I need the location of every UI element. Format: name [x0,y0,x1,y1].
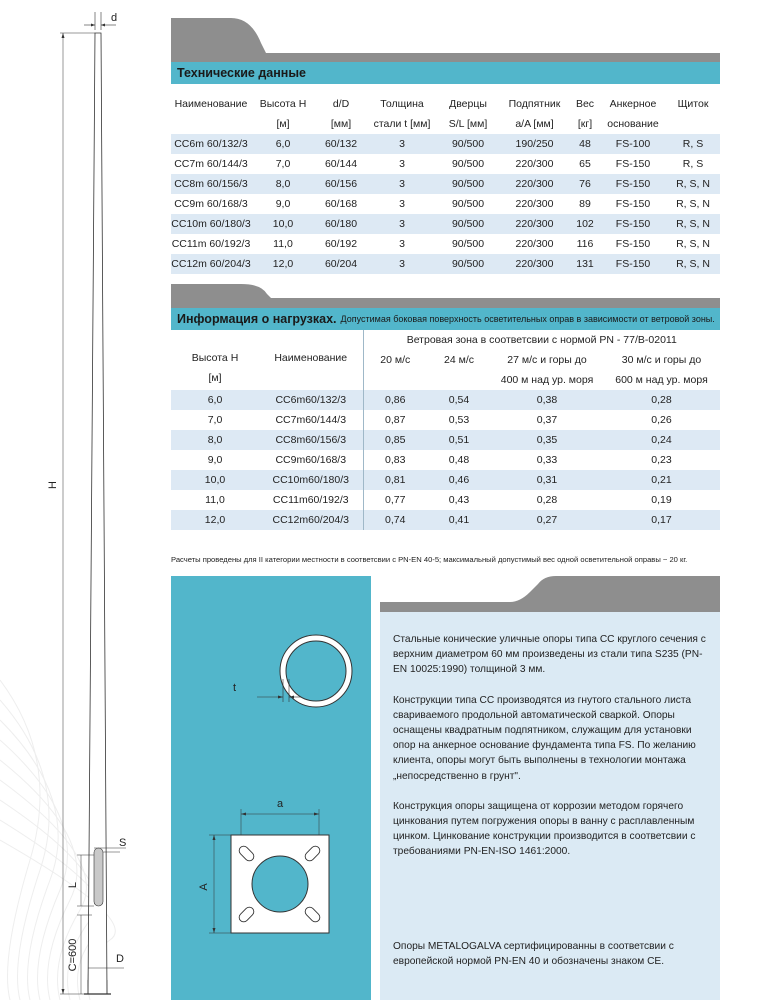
table-cell: 116 [576,238,594,250]
table-cell: CC12m 60/204/3 [171,254,251,274]
table-cell: 0,83 [363,450,427,470]
tech-col-header: Наименование [174,98,248,110]
table-cell: FS-150 [600,254,666,274]
table-cell: 220/300 [515,198,554,210]
table-cell: R, S, N [666,214,720,234]
table-cell: CC6m60/132/3 [259,390,363,410]
table-cell: 60/144 [324,158,358,170]
description-paragraph-3: Конструкция опоры защищена от коррозии методом горячего цинкования путем погружения опоры в ванну с расплавленным цинком. Цинкование конструкции производится в соответсвии с требованиями PN-EN-ISO 1461:2000. [393,800,696,858]
table-cell: 0,43 [448,494,470,506]
table-cell: 10,0 [171,470,259,490]
tech-title: Технические данные [177,66,306,80]
dim-L: L [67,881,79,889]
table-cell: 3 [399,198,405,210]
tech-header-row [171,92,720,134]
table-cell: 0,28 [536,494,558,506]
table-row [171,410,720,430]
description-panel [380,576,720,1000]
table-cell: R, S [682,158,704,170]
table-cell: 0,41 [427,510,491,530]
tech-table [171,92,720,274]
load-zone-col: 24 м/с [444,354,474,366]
table-cell: 0,19 [651,494,672,506]
table-cell: 7,0 [275,158,291,170]
dim-H: H [47,481,59,489]
table-cell: 220/300 [499,214,570,234]
load-col-height: Высота Н [м] [191,352,239,384]
load-title: Информация о нагрузках. [177,312,337,326]
table-cell: 0,87 [363,410,427,430]
table-cell: 9,0 [275,198,291,210]
table-row [171,214,720,234]
table-cell: R, S, N [676,198,710,210]
table-cell: 0,33 [536,454,558,466]
table-cell: 11,0 [205,494,225,506]
load-zone-col: 20 м/с [363,350,427,390]
dim-a: a [277,798,284,810]
tech-body [171,134,720,274]
tech-col-header: d/D [мм] [330,98,352,130]
footnote: Расчеты проведены для II категории местности в соответсвии с PN-EN 40-5; максимальный допустимый вес одной осветительной оправы ~ 20 кг. [171,555,688,564]
table-cell: 89 [579,198,591,210]
cross-section-drawing [171,576,371,1000]
table-cell: 102 [570,214,600,234]
table-cell: 60/156 [315,174,367,194]
table-cell: 6,0 [251,134,315,154]
table-cell: 0,46 [427,470,491,490]
tech-col-header: Вес [кг] [575,98,595,130]
table-cell: 60/204 [315,254,367,274]
table-cell: CC10m 60/180/3 [171,214,251,234]
table-cell: FS-100 [600,134,666,154]
table-cell: R, S, N [666,174,720,194]
load-section-header [171,284,720,334]
table-cell: 90/500 [451,158,485,170]
table-cell: 220/300 [515,238,554,250]
table-row [171,490,720,510]
table-cell: 9,0 [207,454,223,466]
load-col-name: Наименование [274,352,348,364]
table-cell: 12,0 [251,254,315,274]
table-cell: 48 [570,134,600,154]
table-cell: 0,81 [363,470,427,490]
table-cell: 12,0 [171,510,259,530]
table-cell: 90/500 [437,174,499,194]
table-row [171,430,720,450]
table-cell: 8,0 [251,174,315,194]
description-paragraph-4: Опоры METALOGALVA сертифицированны в соответсвии с европейской нормой PN-EN 40 и обозначены знаком CE. [393,940,674,967]
table-cell: FS-150 [600,214,666,234]
table-row [171,254,720,274]
table-cell: 0,35 [491,430,603,450]
table-cell: CC6m 60/132/3 [171,134,251,154]
description-paragraph-2: Конструкции типа CC производятся из гнутого стального листа свариваемого продольной автоматической сваркой. Опоры оснащены квадратным подпятником, служащим для установки опор на анкерное основание фундамента типа FS. По желанию клиента, опоры могут быть выполнены в технологии монтажа „непосредственно в грунт". [393,694,696,782]
table-row [171,194,720,214]
tech-col-header: Толщина стали t [мм] [373,98,431,130]
load-zone-header: Ветровая зона в соответсвии с нормой PN - 77/B-02011 [363,330,720,350]
description-paragraph-1: Стальные конические уличные опоры типа CC круглого сечения с верхним диаметром 60 мм произведены из стали типа S235 (PN-EN 10025:1990) толщиной 3 мм. [393,634,706,676]
tech-col-header: Анкерное основание [607,98,659,130]
table-cell: CC8m60/156/3 [259,430,363,450]
table-cell: 8,0 [171,430,259,450]
table-cell: FS-150 [615,158,651,170]
table-cell: 60/180 [315,214,367,234]
table-cell: 90/500 [437,254,499,274]
table-cell: 3 [367,254,437,274]
tech-col-header: Щиток [677,98,709,110]
table-cell: 3 [367,214,437,234]
table-cell: CC10m60/180/3 [259,470,363,490]
tech-section-header [171,18,720,84]
dim-t: t [233,682,237,694]
table-cell: 0,17 [603,510,720,530]
load-zone-col: 27 м/с и горы до 400 м над ур. моря [500,354,594,386]
table-cell: 0,27 [491,510,603,530]
table-row [171,510,720,530]
table-cell: R, S, N [676,238,710,250]
table-cell: 7,0 [207,414,223,426]
table-cell: CC9m 60/168/3 [174,198,248,210]
load-zone-col: 30 м/с и горы до 600 м над ур. моря [615,354,708,386]
table-cell: 3 [399,158,405,170]
table-row [171,234,720,254]
tech-title-bar [171,62,720,84]
table-cell: 0,23 [651,454,672,466]
table-cell: 65 [579,158,591,170]
table-cell: 220/300 [499,174,570,194]
table-cell: CC12m60/204/3 [259,510,363,530]
table-row [171,134,720,154]
table-cell: 0,21 [603,470,720,490]
table-cell: R, S, N [666,254,720,274]
table-cell: 0,51 [427,430,491,450]
table-cell: 0,28 [603,390,720,410]
table-cell: FS-150 [615,198,651,210]
table-cell: 0,86 [363,390,427,410]
load-title-bar [171,308,720,330]
table-cell: 90/500 [437,134,499,154]
load-header-row-1 [171,330,720,350]
table-row [171,450,720,470]
dim-d: d [111,12,118,24]
table-cell: CC7m60/144/3 [275,414,347,426]
dim-S: S [119,837,127,849]
table-cell: CC8m 60/156/3 [171,174,251,194]
dim-A: A [198,883,210,891]
table-cell: 0,31 [491,470,603,490]
dim-D: D [116,953,124,965]
table-cell: 6,0 [171,390,259,410]
tech-col-header: Высота Н [м] [259,98,307,130]
cross-section-panel [171,576,371,1000]
table-cell: 0,74 [363,510,427,530]
table-cell: 220/300 [515,158,554,170]
table-cell: 0,24 [603,430,720,450]
table-cell: FS-150 [600,174,666,194]
table-cell: 0,26 [651,414,672,426]
table-cell: 131 [570,254,600,274]
table-cell: CC7m 60/144/3 [174,158,248,170]
table-cell: FS-150 [615,238,651,250]
table-cell: 0,85 [363,430,427,450]
description-box [380,612,720,1000]
table-row [171,390,720,410]
table-row [171,470,720,490]
table-cell: CC11m60/192/3 [272,494,349,506]
table-cell: R, S [666,134,720,154]
table-cell: 3 [367,174,437,194]
pole-drawing [0,0,150,1000]
table-cell: 60/132 [315,134,367,154]
table-cell: 3 [399,238,405,250]
table-cell: 90/500 [451,198,485,210]
table-cell: CC9m60/168/3 [275,454,347,466]
table-cell: 0,53 [448,414,470,426]
table-cell: 0,38 [491,390,603,410]
table-cell: 11,0 [273,238,293,250]
table-cell: 60/192 [324,238,358,250]
load-table [171,330,720,530]
table-cell: 76 [570,174,600,194]
load-subtitle: Допустимая боковая поверхность осветительных оправ в зависимости от ветровой зоны. [340,314,715,324]
table-cell: 60/168 [324,198,358,210]
table-cell: 220/300 [499,254,570,274]
table-cell: 90/500 [451,238,485,250]
table-cell: 10,0 [251,214,315,234]
table-cell: 0,37 [536,414,558,426]
table-row [171,154,720,174]
table-cell: 190/250 [499,134,570,154]
table-cell: 0,77 [363,490,427,510]
table-cell: 0,54 [427,390,491,410]
table-cell: 90/500 [437,214,499,234]
table-cell: CC11m 60/192/3 [171,238,251,250]
load-body [171,390,720,530]
table-cell: 0,48 [448,454,470,466]
dim-C: C=600 [67,938,79,972]
tech-col-header: Дверцы S/L [мм] [448,98,488,130]
table-cell: 3 [367,134,437,154]
tech-col-header: Подпятник a/A [мм] [508,98,561,130]
table-row [171,174,720,194]
description-header-shape [380,576,720,612]
